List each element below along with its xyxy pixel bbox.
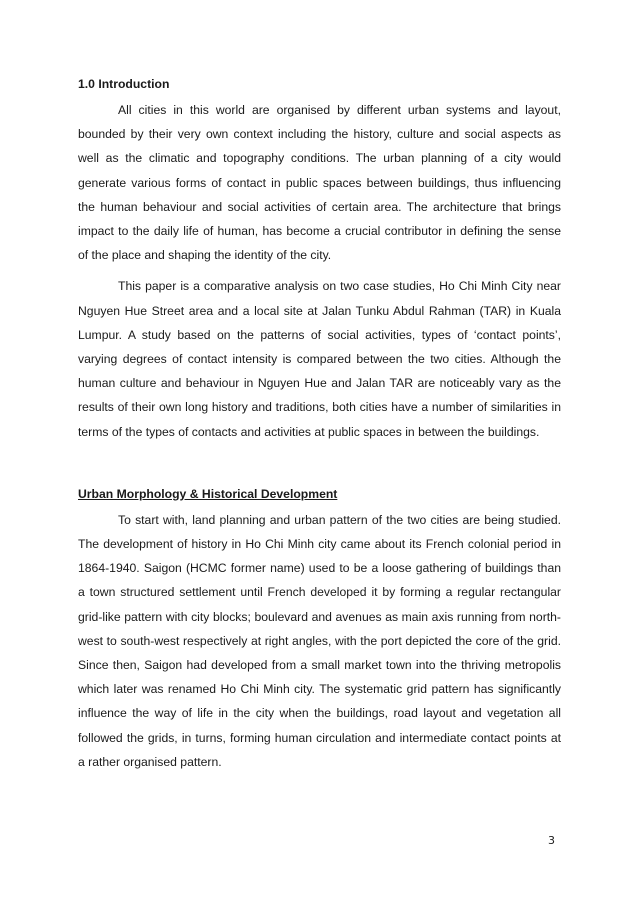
intro-paragraph-2: This paper is a comparative analysis on two case studies, Ho Chi Minh City near Nguyen Hue Street area and a local site at Jalan Tunku Abdul Rahman (TAR) in Kuala Lumpur. A study based on the patterns of social activities, types of ‘contact points’, varying degrees of contact intensity is compared between the two cities. Although the human culture and behaviour in Nguyen Hue and Jalan TAR are noticeably vary as the results of their own long history and traditions, both cities have a number of similarities in terms of the types of contacts and activities at public spaces in between the buildings. [78, 279, 561, 439]
section-spacer [78, 451, 561, 486]
morphology-paragraph-1: To start with, land planning and urban pattern of the two cities are being studied. The development of history in Ho Chi Minh city came about its French colonial period in 1864-1940. Saigon (HCMC former name) used to be a loose gathering of buildings than a town structured settlement until French developed it by forming a regular rectangular grid-like pattern with city blocks; boulevard and avenues as main axis running from north-west to south-west respectively at right angles, with the port depicted the core of the grid. Since then, Saigon had developed from a small market town into the thriving metropolis which later was renamed Ho Chi Minh city. The systematic grid pattern has significantly influence the way of life in the city when the buildings, road layout and vegetation all followed the grids, in turns, forming human circulation and intermediate contact points at a rather organised pattern. [78, 512, 561, 769]
page-content [78, 76, 561, 781]
page-number: 3 [548, 834, 555, 847]
section-heading-introduction: 1.0 Introduction [78, 77, 170, 91]
section-heading-urban-morphology: Urban Morphology & Historical Development [78, 486, 338, 501]
intro-paragraph-1: All cities in this world are organised by different urban systems and layout, bounded by their very own context including the history, culture and social aspects as well as the climatic and topography conditions. The urban planning of a city would generate various forms of contact in public spaces between buildings, thus influencing the human behaviour and social activities of certain area. The architecture that brings impact to the daily life of human, has become a crucial contributor in defining the sense of the place and shaping the identity of the city. [78, 103, 561, 263]
